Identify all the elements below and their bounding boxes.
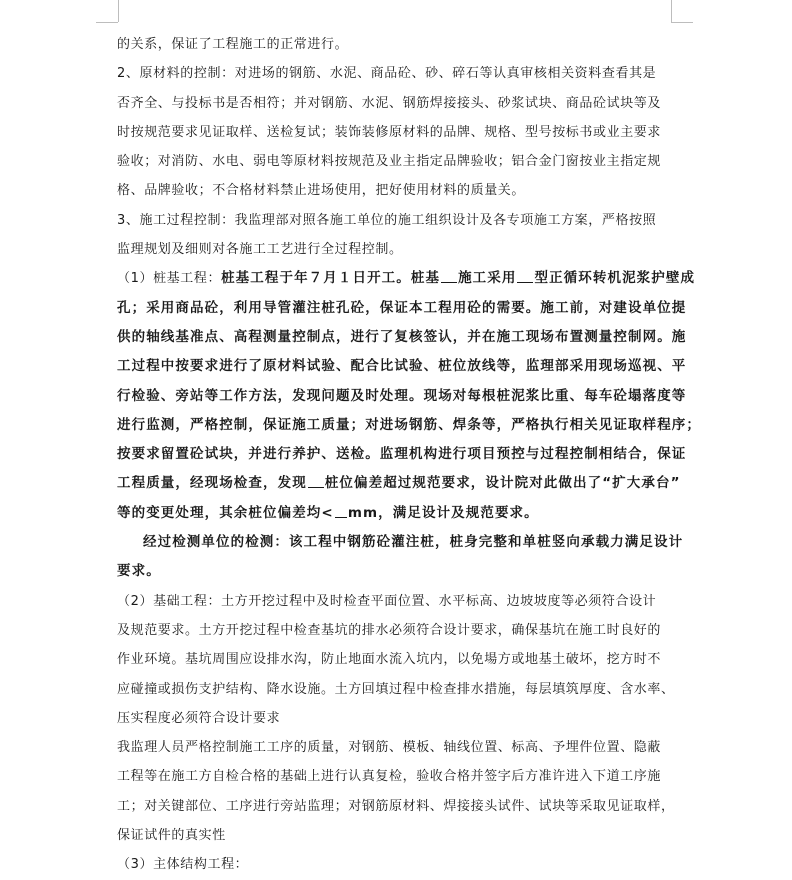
crop-mark-top-right	[671, 0, 672, 22]
text-line	[117, 264, 696, 293]
text-line: 工过程中按要求进行了原材料试验、配合比试验、桩位放线等，监理部采用现场巡视、平	[117, 358, 687, 375]
text-line: 格、品牌验收；不合格材料禁止进场使用，把好使用材料的质量关。	[117, 183, 526, 199]
text-line	[117, 499, 677, 528]
text-line: 保证试件的真实性	[117, 828, 226, 844]
text-line: 行检验、旁站等工作方法，发现问题及时处理。现场对每根桩泥浆比重、每车砼塌落度等	[117, 387, 687, 404]
text-line: 压实程度必须符合设计要求	[117, 710, 281, 726]
bold-text: 施工采用	[458, 270, 517, 287]
text-line: 经过检测单位的检测：该工程中钢筋砼灌注桩，桩身完整和单桩竖向承载力满足设计	[143, 534, 684, 551]
text-line	[117, 469, 681, 498]
bold-text: 等的变更处理，其余桩位偏差均<	[117, 504, 334, 521]
bold-text: mm，满足设计及规范要求。	[347, 504, 539, 521]
text-line: 进行监测，严格控制，保证施工质量；对进场钢筋、焊条等，严格执行相关见证取样程序；	[117, 416, 701, 433]
crop-mark-top-left	[118, 0, 119, 22]
bold-text: 桩基工程于年７月１日开工。桩基	[221, 270, 441, 287]
document-body	[117, 30, 701, 880]
text-line: 2、原材料的控制：对进场的钢筋、水泥、商品砼、砂、碎石等认真审核相关资料查看其是	[117, 66, 657, 82]
text-line: （2）基础工程：土方开挖过程中及时检查平面位置、水平标高、边坡坡度等必须符合设计	[117, 593, 657, 609]
fill-blank	[335, 504, 347, 518]
text-line: 3、施工过程控制：我监理部对照各施工单位的施工组织设计及各专项施工方案，严格按照	[117, 212, 657, 228]
text-line: 工；对关键部位、工序进行旁站监理；对钢筋原材料、焊接接头试件、试块等采取见证取样，	[117, 798, 675, 814]
crop-mark-top-left-h	[96, 22, 118, 23]
text-line: （3）主体结构工程：	[117, 857, 249, 873]
bold-text: 工程质量，经现场检查，发现	[117, 475, 307, 492]
text-line: 我监理人员严格控制施工工序的质量，对钢筋、模板、轴线位置、标高、予埋件位置、隐蔽	[117, 740, 662, 756]
text-line: 要求。	[117, 563, 161, 580]
text-line: 应碰撞或损伤支护结构、降水设施。土方回填过程中检查排水措施，每层填筑厚度、含水率、	[117, 681, 675, 697]
text-line: 及规范要求。土方开挖过程中检查基坑的排水必须符合设计要求，确保基坑在施工时良好的	[117, 622, 662, 638]
fill-blank	[308, 474, 324, 488]
bold-text: 型正循环转机泥浆护壁成	[534, 270, 696, 287]
text-line: 供的轴线基准点、高程测量控制点，进行了复核签认，并在施工现场布置测量控制网。施	[117, 328, 687, 345]
text-line: 的关系，保证了工程施工的正常进行。	[117, 37, 349, 52]
text-line: 工程等在施工方自检合格的基础上进行认真复检，验收合格并签字后方准许进入下道工序施	[117, 769, 662, 785]
fill-blank	[517, 269, 533, 283]
text-line: 否齐全、与投标书是否相符；并对钢筋、水泥、钢筋焊接接头、砂浆试块、商品砼试块等及	[117, 95, 662, 111]
text-line: 孔；采用商品砼，利用导管灌注桩孔砼，保证本工程用砼的需要。施工前，对建设单位提	[117, 299, 687, 316]
text-line: 验收；对消防、水电、弱电等原材料按规范及业主指定品牌验收；铝合金门窗按业主指定规	[117, 154, 662, 170]
crop-mark-top-right-h	[671, 22, 693, 23]
section-prefix: （1）桩基工程：	[117, 271, 222, 287]
text-line: 时按规范要求见证取样、送检复试；装饰装修原材料的品牌、规格、型号按标书或业主要求	[117, 124, 662, 140]
text-line: 按要求留置砼试块，并进行养护、送检。监理机构进行项目预控与过程控制相结合，保证	[117, 446, 687, 463]
text-line: 监理规划及细则对各施工工艺进行全过程控制。	[117, 242, 403, 258]
text-line: 作业环境。基坑周围应设排水沟，防止地面水流入坑内，以免場方或地基土破坏，挖方时不	[117, 652, 662, 668]
bold-text: 桩位偏差超过规范要求，设计院对此做出了“扩大承台”	[324, 475, 681, 492]
fill-blank	[441, 269, 457, 283]
